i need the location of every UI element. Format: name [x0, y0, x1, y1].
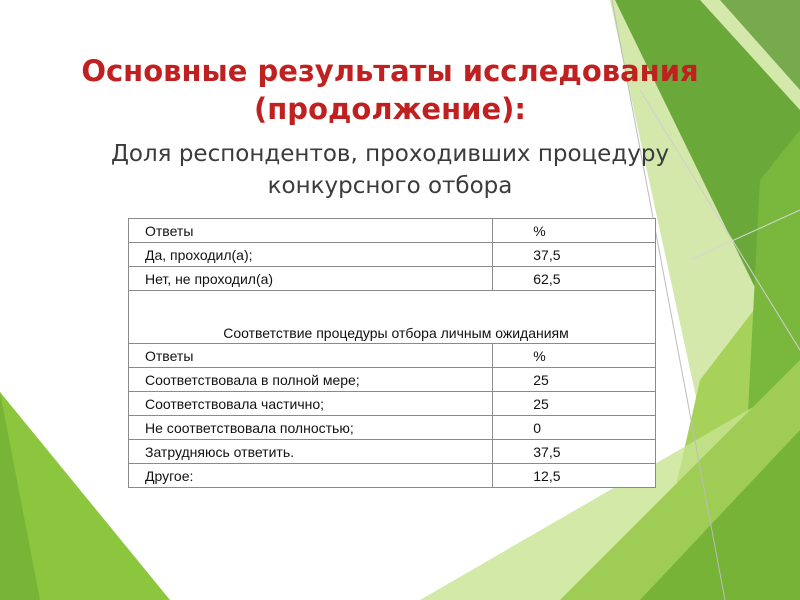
table-row — [129, 440, 656, 464]
row-answer: Соответствовала частично; — [129, 392, 493, 416]
table-row — [129, 464, 656, 488]
header-value: % — [493, 344, 656, 368]
table-row — [129, 392, 656, 416]
row-value: 0 — [493, 416, 656, 440]
subtitle-line-1: Доля респондентов, проходивших процедуру — [110, 141, 670, 167]
slide-subtitle — [60, 138, 720, 202]
row-answer: Не соответствовала полностью; — [129, 416, 493, 440]
row-answer: Соответствовала в полной мере; — [129, 368, 493, 392]
header-value: % — [493, 219, 656, 243]
table-header-row — [129, 219, 656, 243]
row-value: 37,5 — [493, 243, 656, 267]
header-answer: Ответы — [129, 344, 493, 368]
table-header-row — [129, 344, 656, 368]
table-row — [129, 267, 656, 291]
header-answer: Ответы — [129, 219, 493, 243]
slide-title — [60, 52, 720, 128]
section-title: Соответствие процедуры отбора личным ожиданиям — [129, 291, 656, 344]
subtitle-line-2: конкурсного отбора — [267, 173, 513, 199]
table-row — [129, 416, 656, 440]
row-answer: Другое: — [129, 464, 493, 488]
row-value: 25 — [493, 392, 656, 416]
row-answer: Нет, не проходил(а) — [129, 267, 493, 291]
row-answer: Да, проходил(а); — [129, 243, 493, 267]
table-row — [129, 243, 656, 267]
table-row — [129, 368, 656, 392]
results-table — [128, 218, 656, 488]
row-value: 62,5 — [493, 267, 656, 291]
section-title-row — [129, 291, 656, 344]
title-line-2: (продолжение): — [254, 92, 526, 126]
row-value: 37,5 — [493, 440, 656, 464]
row-value: 12,5 — [493, 464, 656, 488]
row-value: 25 — [493, 368, 656, 392]
row-answer: Затрудняюсь ответить. — [129, 440, 493, 464]
title-line-1: Основные результаты исследования — [81, 54, 699, 88]
